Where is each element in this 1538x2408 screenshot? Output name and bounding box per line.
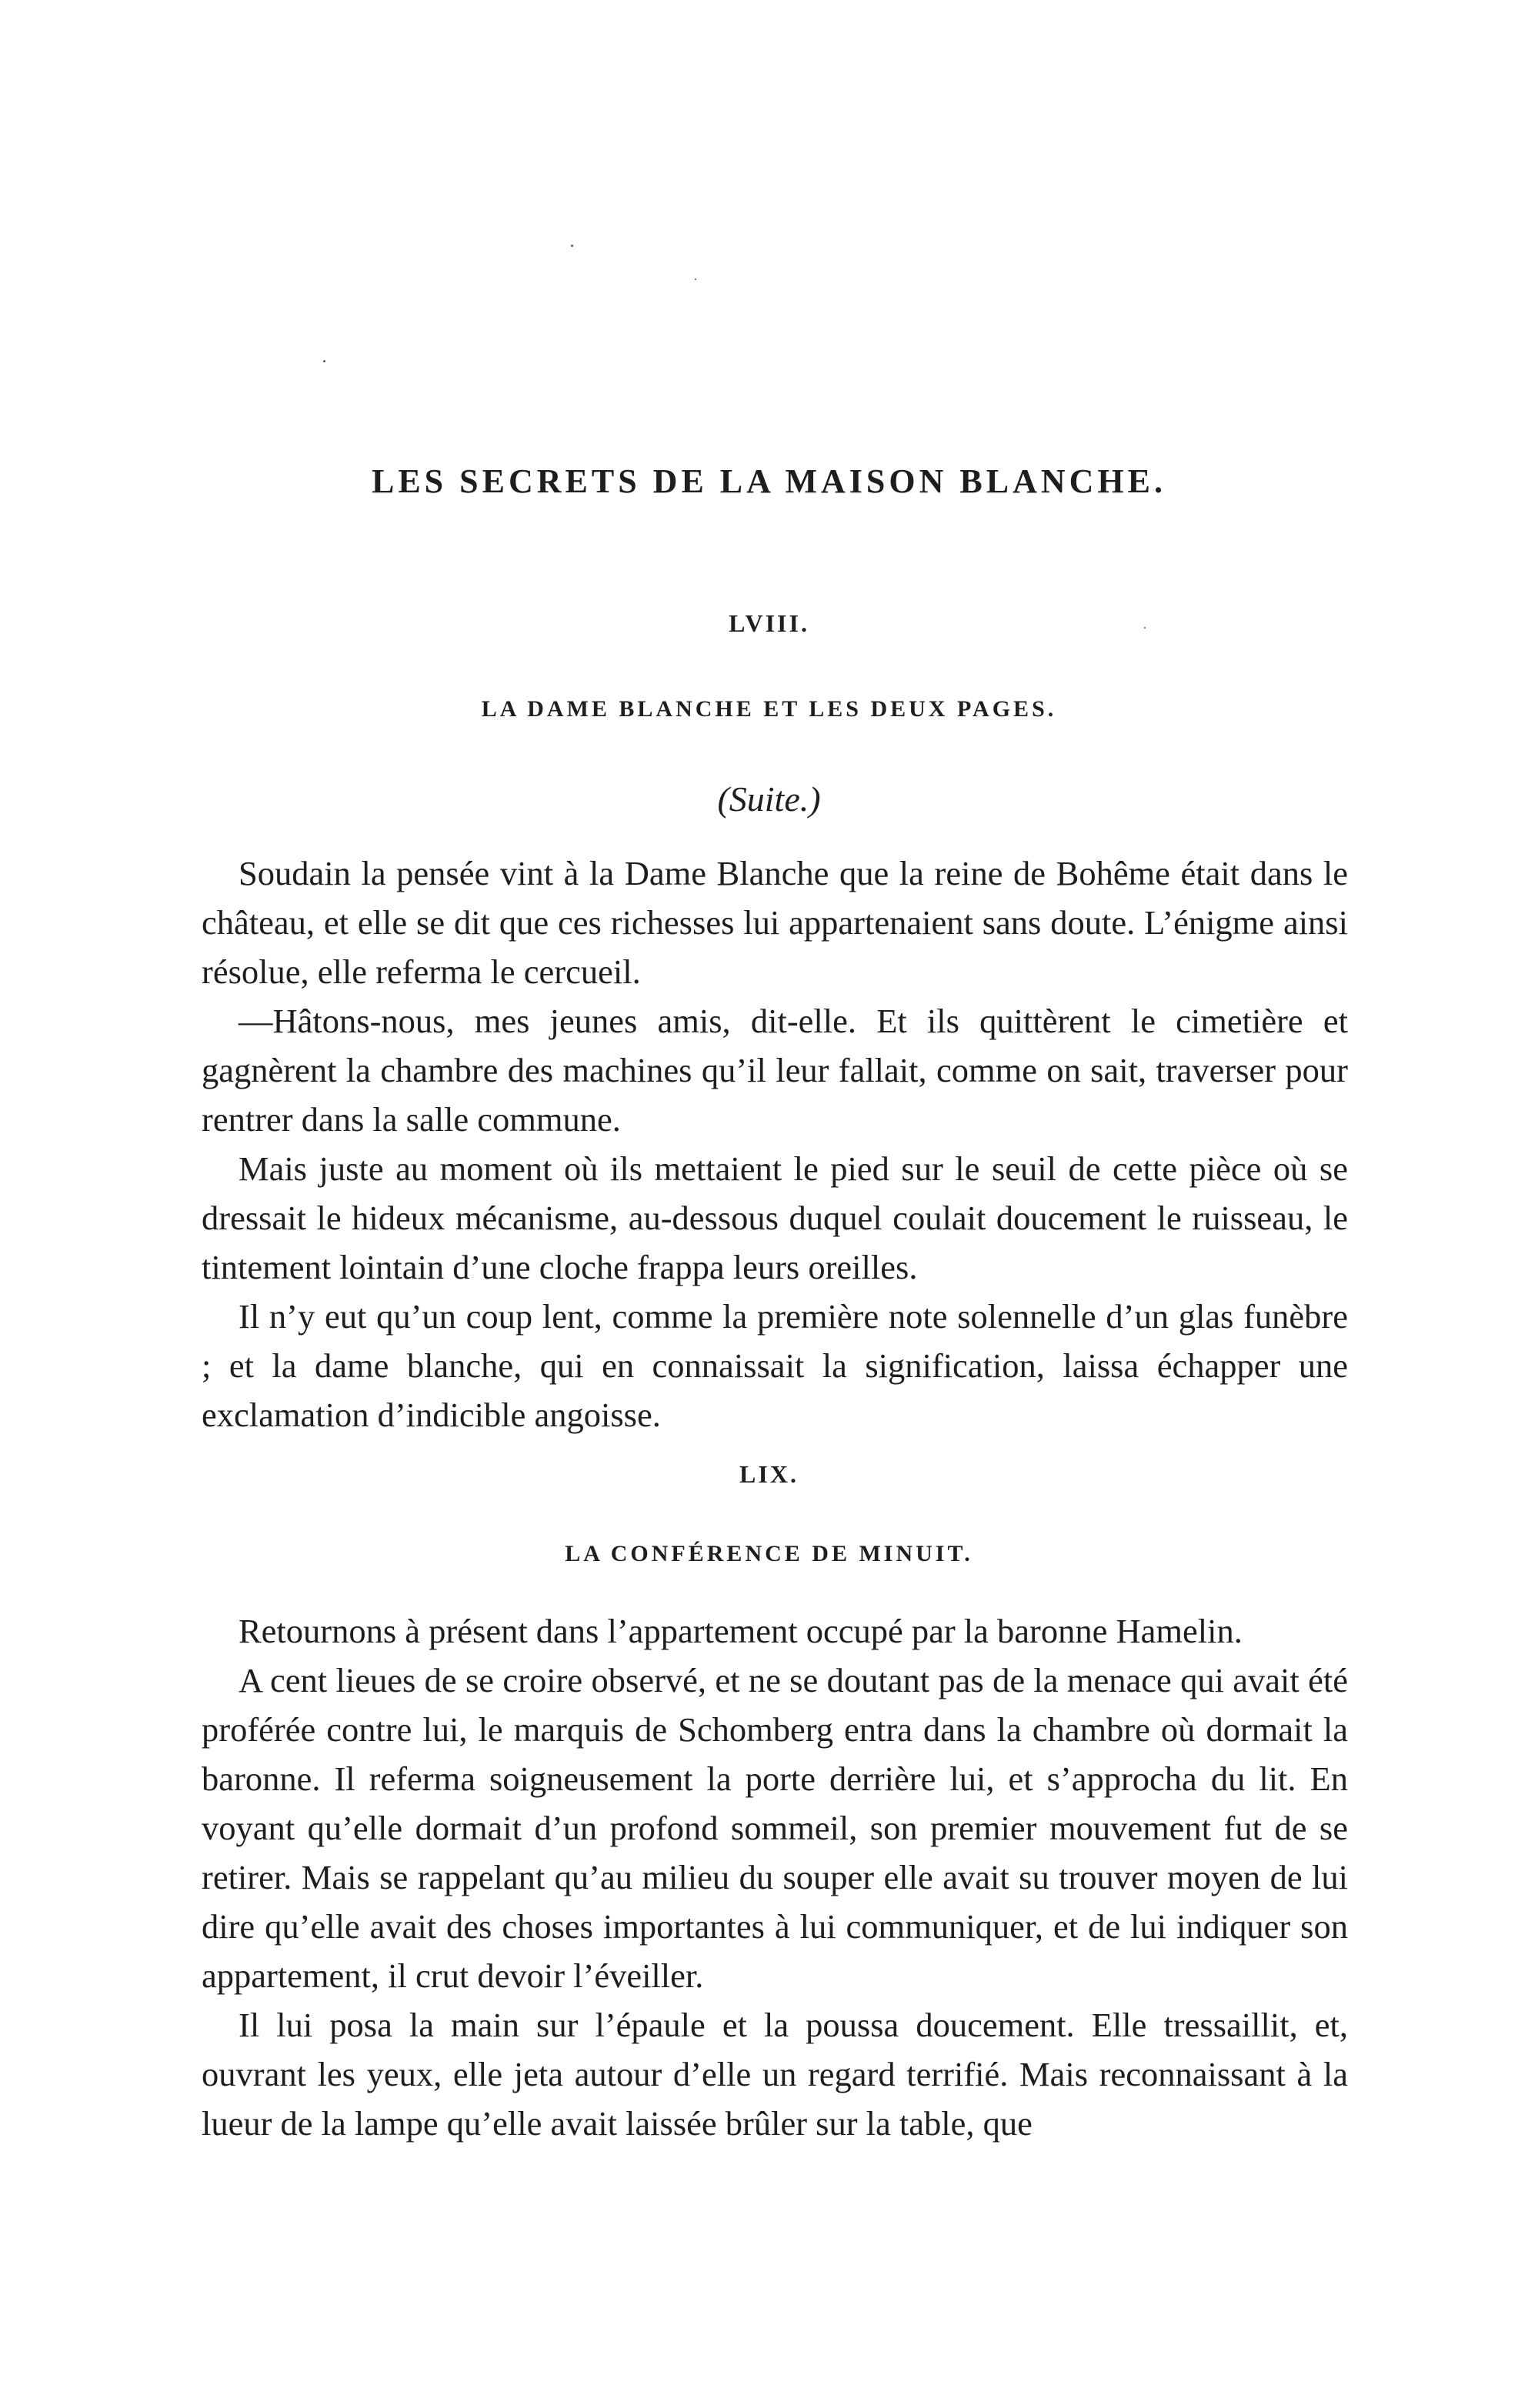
paragraph: Mais juste au moment où ils mettaient le pied sur le seuil de cette pièce où se dressait le hideux mécanisme, au-dessous duquel coulait doucement le ruisseau, le tintement lointain d’une cloche frappa leurs oreilles.: [202, 1149, 1348, 1286]
chapter-number: LIX.: [739, 1460, 799, 1488]
running-title: LES SECRETS DE LA MAISON BLANCHE.: [371, 462, 1166, 500]
chapter-title: LA DAME BLANCHE ET LES DEUX PAGES.: [481, 696, 1057, 722]
paragraph: A cent lieues de se croire observé, et ne se doutant pas de la menace qui avait été proférée contre lui, le marquis de Schomberg entra dans la chambre où dormait la baronne. Il referma soigneusement la porte derrière lui, et s’approcha du lit. En voyant qu’elle dormait d’un profond sommeil, son premier mouvement fut de se retirer. Mais se rappelant qu’au milieu du souper elle avait su trouver moyen de lui dire qu’elle avait des choses importantes à lui communiquer, et de lui indiquer son appartement, il crut devoir l’éveiller.: [202, 1661, 1348, 1995]
paragraph: Soudain la pensée vint à la Dame Blanche que la reine de Bohême était dans le château, et elle se dit que ces richesses lui appartenaient sans doute. L’énigme ainsi résolue, elle referma le cercueil.: [202, 854, 1348, 991]
scan-speck: [571, 245, 573, 247]
chapter-body: [202, 849, 1348, 1439]
scan-speck: [323, 360, 325, 362]
chapter-number: LVIII.: [729, 609, 809, 637]
scan-speck: [695, 278, 696, 280]
paragraph: Retournons à présent dans l’appartement occupé par la baronne Hamelin.: [239, 1612, 1243, 1650]
chapter-subtitle: [0, 779, 1538, 819]
paragraph: Il n’y eut qu’un coup lent, comme la première note solennelle d’un glas funèbre ; et la dame blanche, qui en connaissait la signification, laissa échapper une exclamation d’indicible angoisse.: [202, 1297, 1348, 1434]
paragraph: —Hâtons-nous, mes jeunes amis, dit-elle. Et ils quittèrent le cimetière et gagnèrent la chambre des machines qu’il leur fallait, comme on sait, traverser pour rentrer dans la salle commune.: [202, 1002, 1348, 1139]
chapter-subtitle-text: (Suite.): [717, 779, 821, 819]
chapter-title: LA CONFÉRENCE DE MINUIT.: [565, 1541, 973, 1566]
chapter-body: [202, 1606, 1348, 2148]
paragraph: Il lui posa la main sur l’épaule et la poussa doucement. Elle tressaillit, et, ouvrant les yeux, elle jeta autour d’elle un regard terrifié. Mais reconnaissant à la lueur de la lampe qu’elle avait laissée brûler sur la table, que: [202, 2006, 1348, 2143]
